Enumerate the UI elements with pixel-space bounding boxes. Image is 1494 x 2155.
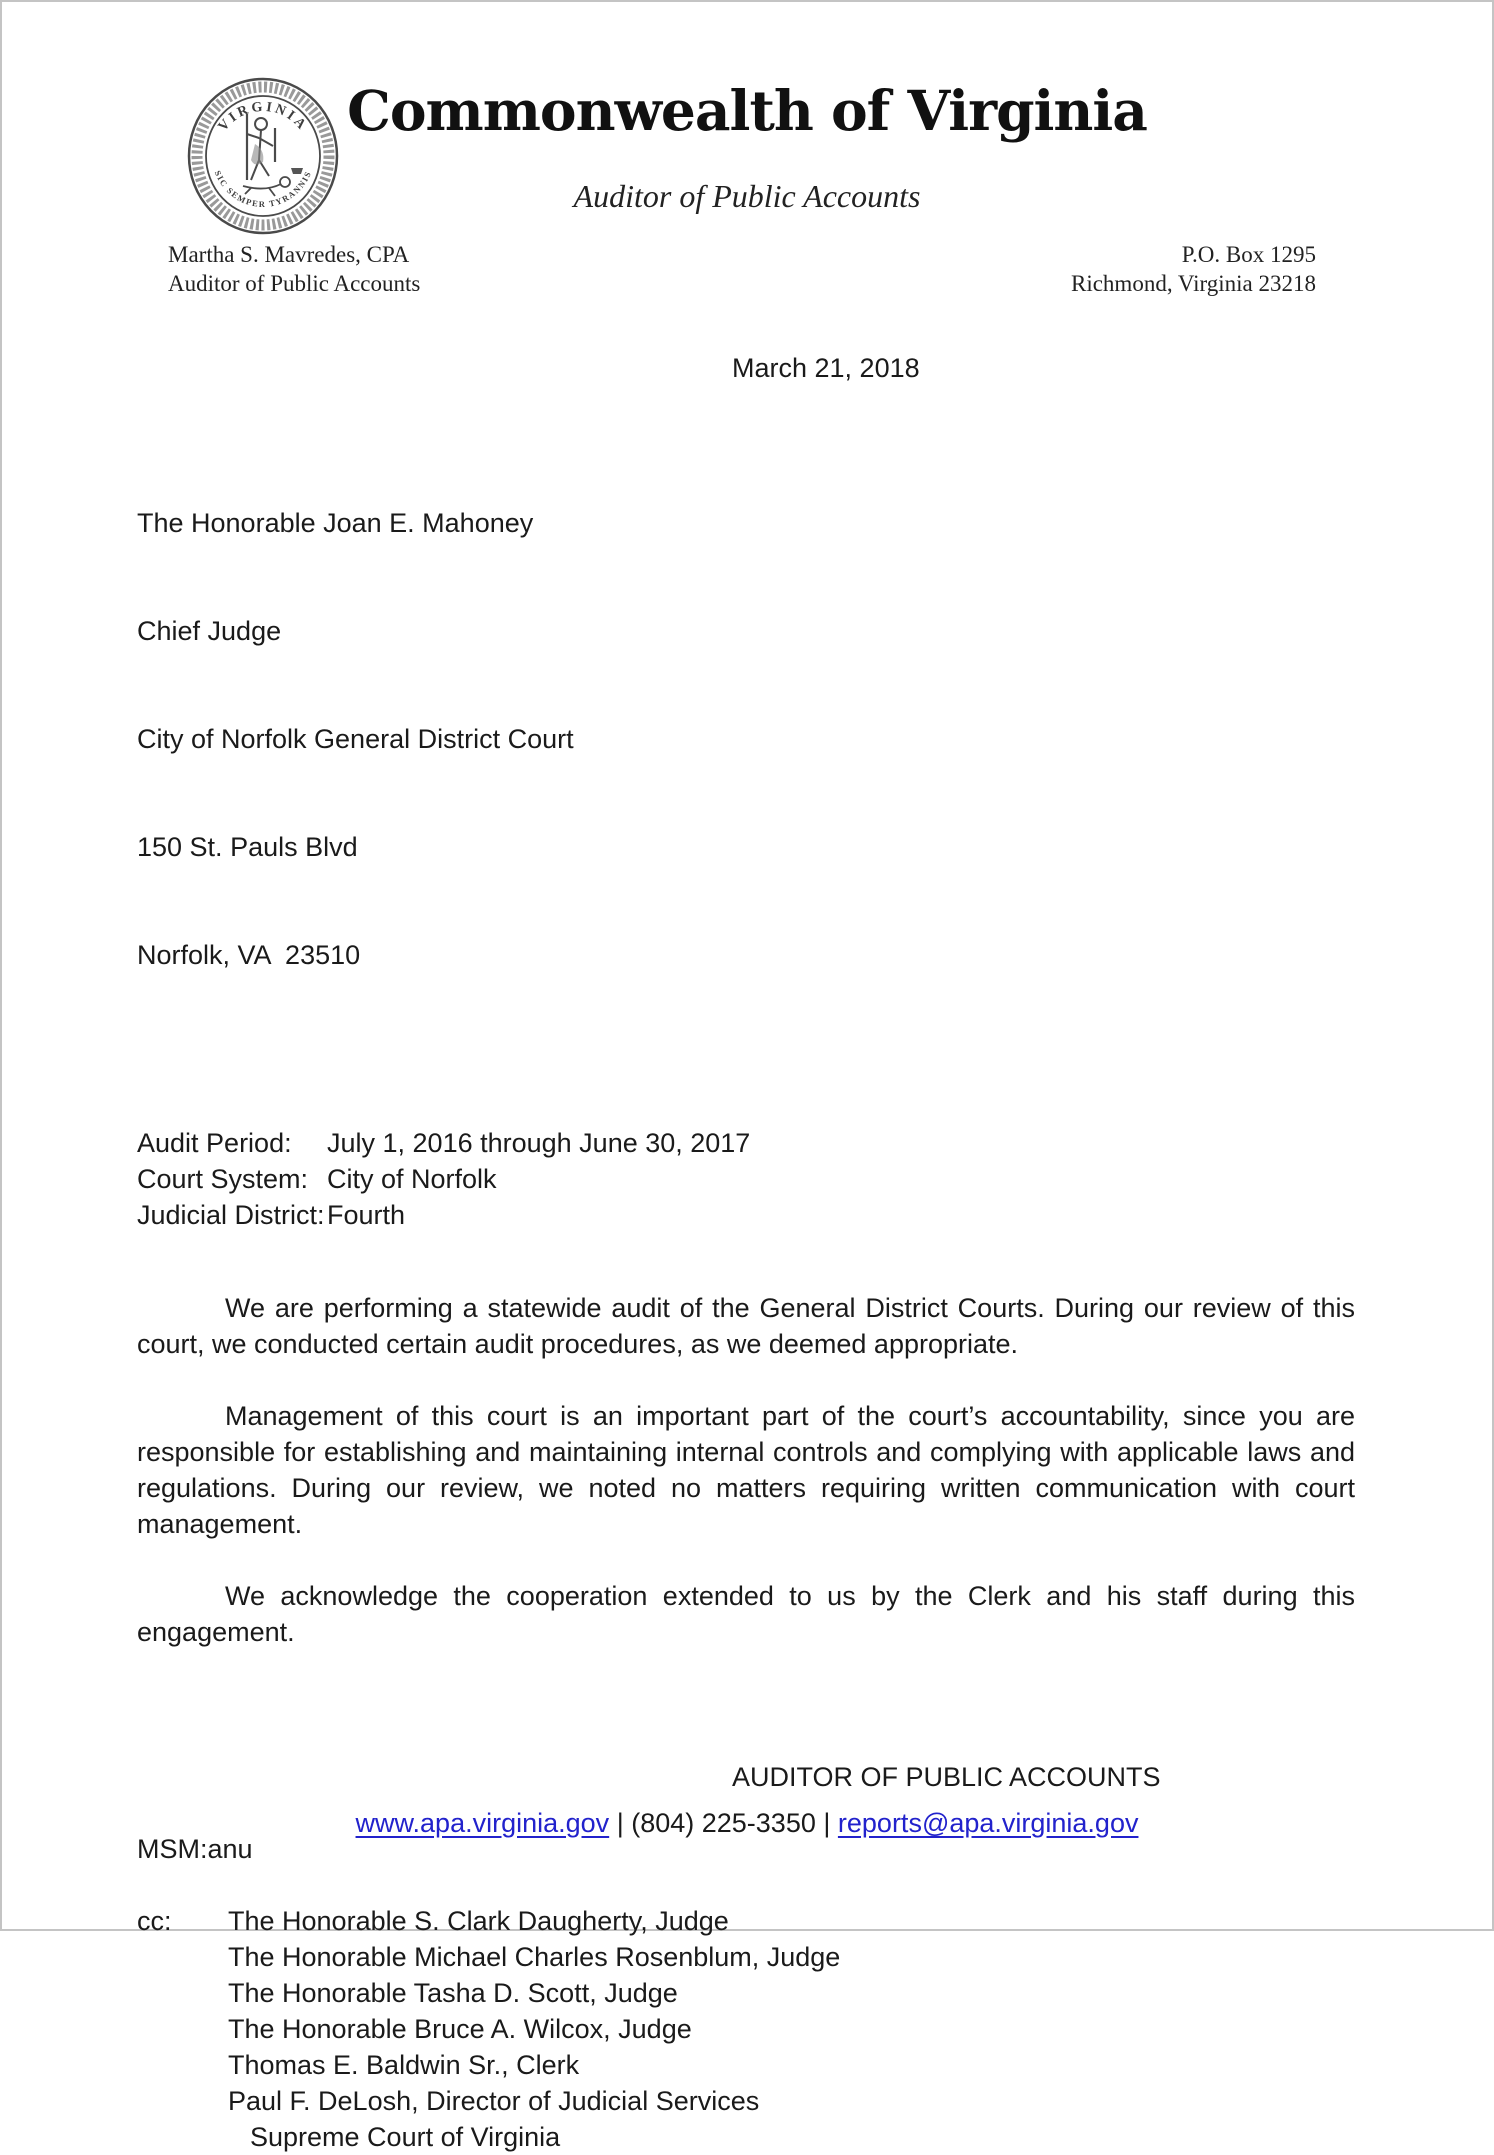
seal-crown — [291, 168, 303, 174]
meta-label: Judicial District: — [137, 1200, 325, 1230]
official-title: Auditor of Public Accounts — [168, 271, 421, 296]
meta-label: Court System: — [137, 1164, 309, 1194]
website-link[interactable]: www.apa.virginia.gov — [355, 1808, 610, 1838]
seal-bottom-text: SIC SEMPER TYRANNIS — [212, 168, 314, 210]
letter-date: March 21, 2018 — [732, 353, 920, 383]
address-line-2: Richmond, Virginia 23218 — [1070, 271, 1316, 296]
official-block — [168, 240, 420, 298]
cc-entry: Paul F. DeLosh, Director of Judicial Services — [228, 2086, 760, 2116]
meta-value: City of Norfolk — [327, 1164, 497, 1194]
cc-entry: Thomas E. Baldwin Sr., Clerk — [228, 2050, 580, 2080]
org-title: Commonwealth of Virginia — [347, 78, 1147, 143]
footer-separator — [609, 1808, 617, 1838]
footer-separator: | — [616, 1808, 624, 1838]
seal-top-text: VIRGINIA — [215, 99, 311, 135]
letter-body — [2, 350, 1492, 2155]
meta-row-judicial-district — [137, 1197, 1355, 1233]
footer-separator: | — [823, 1808, 831, 1838]
recipient-city: Norfolk, VA 23510 — [137, 940, 361, 970]
paragraph-3: We acknowledge the cooperation extended to us by the Clerk and his staff during this engagement. — [137, 1581, 1355, 1647]
page-footer — [2, 1808, 1492, 1839]
org-subtitle: Auditor of Public Accounts — [573, 178, 921, 214]
paragraph-1: We are performing a statewide audit of the General District Courts. During our review of this court, we conducted certain audit procedures, as we deemed appropriate. — [137, 1293, 1355, 1359]
recipient-name: The Honorable Joan E. Mahoney — [137, 508, 534, 538]
recipient-address-block — [137, 433, 1355, 1045]
meta-row-court-system — [137, 1161, 1355, 1197]
cc-entry: The Honorable Tasha D. Scott, Judge — [228, 1978, 678, 2008]
recipient-court: City of Norfolk General District Court — [137, 724, 574, 754]
cc-entry: The Honorable S. Clark Daugherty, Judge — [228, 1906, 729, 1936]
cc-names — [228, 1903, 840, 2155]
reference-initials: MSM:anu — [137, 1834, 253, 1864]
footer-separator — [830, 1808, 838, 1838]
cc-block — [137, 1903, 1355, 2155]
meta-value: Fourth — [327, 1200, 406, 1230]
meta-label: Audit Period: — [137, 1128, 292, 1158]
cc-label: cc: — [137, 1906, 172, 1936]
email-link[interactable]: reports@apa.virginia.gov — [837, 1808, 1139, 1838]
signature-org-line: AUDITOR OF PUBLIC ACCOUNTS — [732, 1762, 1161, 1792]
letterhead — [2, 2, 1492, 314]
office-address-block — [1071, 240, 1316, 298]
letter-paragraphs — [137, 1290, 1355, 1650]
cc-entry-sub-org: Supreme Court of Virginia — [250, 2122, 561, 2152]
address-line-1: P.O. Box 1295 — [1181, 242, 1316, 267]
recipient-street: 150 St. Pauls Blvd — [137, 832, 358, 862]
official-name: Martha S. Mavredes, CPA — [168, 242, 410, 267]
recipient-title: Chief Judge — [137, 616, 282, 646]
phone-number: (804) 225-3350 — [631, 1808, 816, 1838]
meta-row-audit-period — [137, 1125, 1355, 1161]
paragraph-2: Management of this court is an important part of the court’s accountability, since you are responsible for establishing and maintaining internal controls and complying with applicable laws and regulations. During our review, we noted no matters requiring written communication with court management. — [137, 1401, 1355, 1539]
cc-entry: The Honorable Michael Charles Rosenblum, Judge — [228, 1942, 841, 1972]
cc-entry: The Honorable Bruce A. Wilcox, Judge — [228, 2014, 692, 2044]
audit-meta-block — [137, 1125, 1355, 1233]
meta-value: July 1, 2016 through June 30, 2017 — [327, 1128, 751, 1158]
